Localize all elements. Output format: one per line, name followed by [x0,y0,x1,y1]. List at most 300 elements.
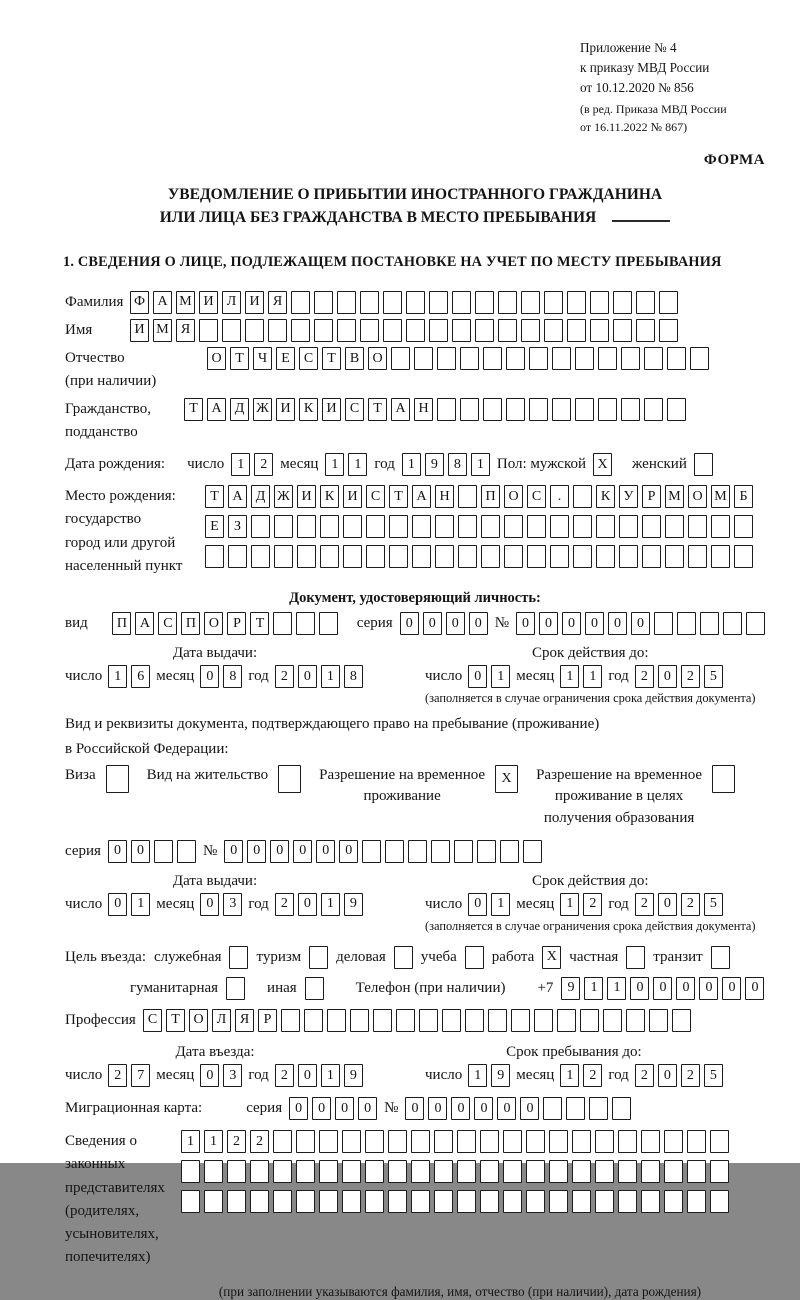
char-box: Б [734,485,753,508]
char-box [526,1160,545,1183]
char-box [360,291,379,314]
char-box: 0 [446,612,465,635]
char-box: П [481,485,500,508]
char-box [199,319,218,342]
char-box: У [619,485,638,508]
char-box [687,1190,706,1213]
char-box [204,1190,223,1213]
permit-expiry-year-label: год [608,895,629,912]
purpose-option-label: учеба [420,948,457,965]
char-box [506,347,525,370]
char-box [406,291,425,314]
char-box: А [207,398,226,421]
char-box [457,1160,476,1183]
char-box [711,515,730,538]
char-box [435,545,454,568]
visa-checkbox [106,765,129,793]
char-box [273,1160,292,1183]
char-box: 1 [491,665,510,688]
citizenship-label [65,398,184,445]
permit-issue-year-label: год [248,895,269,912]
char-box [529,398,548,421]
char-box: И [322,398,341,421]
char-box [642,515,661,538]
char-box [411,1190,430,1213]
temp-permit-checkbox [495,765,518,793]
char-box: Р [258,1009,277,1032]
patronymic-label-line: Отчество [65,350,125,367]
char-box [314,319,333,342]
char-box: 0 [474,1097,493,1120]
char-box [251,515,270,538]
char-box: Н [414,398,433,421]
char-box: К [299,398,318,421]
temp-permit-label-line: проживание [363,788,441,805]
char-box: С [366,485,385,508]
entry-date-heading: Дата въезда: [175,1044,255,1061]
char-box: 1 [181,1130,200,1153]
temp-permit-edu-checkbox [712,765,735,793]
char-box [664,1190,683,1213]
birth-year-cells [402,453,490,476]
char-box [465,946,484,969]
char-box: 1 [131,893,150,916]
char-box [383,291,402,314]
migration-card-label: Миграционная карта: [65,1100,203,1117]
char-box: М [176,291,195,314]
char-box [226,977,245,1000]
char-box: Е [205,515,224,538]
citizenship-cells [184,398,686,421]
permit-issue-day-label: число [65,895,103,912]
char-box [429,319,448,342]
patronymic-label-line: (при наличии) [65,373,157,390]
birth-year-label: год [374,456,395,473]
char-box [664,1130,683,1153]
char-box: 0 [608,612,627,635]
birth-place-row2-cells [205,515,753,538]
char-box: 1 [325,453,344,476]
char-box: 2 [250,1130,269,1153]
char-box [641,1130,660,1153]
char-box: 1 [468,1064,487,1087]
char-box: 2 [681,665,700,688]
char-box: 2 [227,1130,246,1153]
char-box: 0 [270,840,289,863]
profession-cells [143,1009,691,1032]
char-box [309,946,328,969]
char-box: А [412,485,431,508]
char-box [435,515,454,538]
surname-cells [130,291,678,314]
char-box: 0 [316,840,335,863]
char-box: 0 [108,893,127,916]
birth-place-label-line: Место рождения: [65,488,176,505]
char-box [677,612,696,635]
char-box [636,291,655,314]
char-box [572,1190,591,1213]
char-box: 1 [471,453,490,476]
char-box [659,319,678,342]
entry-year-label: год [248,1067,269,1084]
char-box: 0 [405,1097,424,1120]
char-box: 2 [681,893,700,916]
char-box: М [665,485,684,508]
char-box: 0 [451,1097,470,1120]
char-box [458,515,477,538]
char-box [296,612,315,635]
char-box [319,1160,338,1183]
char-box: А [135,612,154,635]
entry-month-cells [200,1064,242,1087]
char-box: 0 [200,1064,219,1087]
char-box [672,1009,691,1032]
char-box [227,1190,246,1213]
char-box [573,485,592,508]
char-box: З [228,515,247,538]
char-box [644,398,663,421]
char-box: Ж [274,485,293,508]
permit-intro-line: в Российской Федерации: [65,740,229,757]
char-box: И [130,319,149,342]
char-box [544,319,563,342]
char-box [408,840,427,863]
char-box [365,1190,384,1213]
char-box: 0 [539,612,558,635]
char-box: 0 [423,612,442,635]
char-box: 0 [298,893,317,916]
char-box [465,1009,484,1032]
char-box: 0 [298,665,317,688]
char-box [327,1009,346,1032]
char-box [642,545,661,568]
representatives-label [65,1130,181,1270]
sex-male-label: Пол: мужской [496,456,587,473]
doc-issue-day-label: число [65,668,103,685]
representatives-label-line: (родителях, [65,1202,140,1219]
char-box: 0 [339,840,358,863]
purpose-private-checkbox [626,946,645,969]
representatives-footer-note: (при заполнении указываются фамилия, имя, отчество (при наличии), дата рождения) [218,1283,702,1299]
char-box [457,1130,476,1153]
char-box [503,1160,522,1183]
char-box [320,545,339,568]
char-box: О [189,1009,208,1032]
char-box [389,515,408,538]
char-box [575,398,594,421]
char-box [572,1160,591,1183]
char-box [690,347,709,370]
char-box: 7 [131,1064,150,1087]
char-box: 0 [247,840,266,863]
char-box: 2 [275,1064,294,1087]
char-box: 5 [704,665,723,688]
migration-number-cells [405,1097,631,1120]
char-box [274,545,293,568]
permit-issue-month-label: месяц [156,895,195,912]
doc-kind-cells [112,612,338,635]
char-box [475,319,494,342]
char-box: 1 [491,893,510,916]
char-box: С [143,1009,162,1032]
birth-place-label [65,485,205,578]
surname-label: Фамилия [65,293,124,310]
char-box: 9 [491,1064,510,1087]
char-box [388,1130,407,1153]
char-box: 2 [635,665,654,688]
char-box [665,515,684,538]
residence-permit-checkbox [278,765,301,793]
migration-series-cells [289,1097,377,1120]
char-box [342,1160,361,1183]
char-box: 1 [560,665,579,688]
char-box [700,612,719,635]
char-box [406,319,425,342]
char-box: 1 [402,453,421,476]
char-box: Т [250,612,269,635]
representatives-label-line: попечителях) [65,1249,151,1266]
char-box [319,1130,338,1153]
char-box [549,1190,568,1213]
char-box: 1 [108,665,127,688]
char-box: Т [389,485,408,508]
char-box: А [228,485,247,508]
char-box: М [153,319,172,342]
char-box: 2 [275,893,294,916]
char-box [664,1160,683,1183]
char-box: Ч [253,347,272,370]
char-box: 0 [468,893,487,916]
char-box [621,398,640,421]
char-box [414,347,433,370]
purpose-option-label: иная [267,979,297,996]
representatives-label-line: законных [65,1156,126,1173]
char-box [636,319,655,342]
doc-issue-heading: Дата выдачи: [172,645,258,662]
char-box [504,545,523,568]
migration-number-label: № [384,1100,399,1117]
purpose-option-label: работа [491,948,535,965]
purpose-option-label: транзит [653,948,703,965]
char-box [431,840,450,863]
char-box [250,1190,269,1213]
char-box [567,319,586,342]
char-box [396,1009,415,1032]
char-box [596,515,615,538]
char-box [296,1190,315,1213]
doc-issue-day-cells [108,665,150,688]
char-box [457,1190,476,1213]
doc-number-cells [516,612,765,635]
char-box: Н [435,485,454,508]
char-box [544,291,563,314]
edition-line: от 16.11.2022 № 867) [580,119,688,134]
entry-year-cells [275,1064,363,1087]
char-box [710,1190,729,1213]
temp-permit-edu-label-line: Разрешение на временное [536,766,703,783]
char-box: 8 [448,453,467,476]
char-box [228,545,247,568]
char-box [483,347,502,370]
temp-permit-label [319,765,485,809]
char-box [595,1190,614,1213]
char-box [688,515,707,538]
identity-doc-heading: Документ, удостоверяющий личность: [289,590,541,607]
char-box: Т [230,347,249,370]
char-box [437,347,456,370]
permit-expiry-month-label: месяц [516,895,555,912]
representatives-row3-cells [181,1190,729,1213]
char-box: 0 [653,977,672,1000]
char-box [500,840,519,863]
title-line-1: УВЕДОМЛЕНИЕ О ПРИБЫТИИ ИНОСТРАННОГО ГРАЖДАНИНА [167,186,663,204]
char-box [291,291,310,314]
char-box [437,398,456,421]
birth-place-row3-cells [205,545,753,568]
char-box: 0 [722,977,741,1000]
char-box [595,1160,614,1183]
char-box [365,1160,384,1183]
stay-month-label: месяц [516,1067,555,1084]
representatives-row1-cells [181,1130,729,1153]
char-box: 0 [200,893,219,916]
char-box [385,840,404,863]
char-box: 8 [344,665,363,688]
char-box [521,291,540,314]
char-box [337,319,356,342]
char-box: Р [227,612,246,635]
char-box [460,347,479,370]
residence-permit-label: Вид на жительство [146,766,269,783]
doc-issue-month-label: месяц [156,668,195,685]
char-box: 0 [131,840,150,863]
char-box [434,1130,453,1153]
char-box [106,765,129,793]
purpose-work-checkbox [542,946,561,969]
char-box [526,1190,545,1213]
char-box [596,545,615,568]
section1-heading: 1. СВЕДЕНИЯ О ЛИЦЕ, ПОДЛЕЖАЩЕМ ПОСТАНОВКЕ НА УЧЕТ ПО МЕСТУ ПРЕБЫВАНИЯ [63,253,722,270]
doc-issue-month-cells [200,665,242,688]
char-box [383,319,402,342]
char-box: 0 [468,665,487,688]
char-box: 0 [400,612,419,635]
char-box [618,1190,637,1213]
char-box [419,1009,438,1032]
char-box [411,1160,430,1183]
char-box [557,1009,576,1032]
purpose-other-checkbox [305,977,324,1000]
char-box [391,347,410,370]
stay-day-cells [468,1064,510,1087]
char-box: И [276,398,295,421]
char-box: 0 [108,840,127,863]
doc-number-label: № [494,615,509,632]
char-box [480,1130,499,1153]
appendix-line: от 10.12.2020 № 856 [580,79,694,95]
char-box: Т [368,398,387,421]
char-box [434,1190,453,1213]
char-box: С [158,612,177,635]
char-box [337,291,356,314]
char-box: X [495,765,518,793]
char-box: Е [276,347,295,370]
purpose-label: Цель въезда: [65,948,146,965]
char-box [613,319,632,342]
char-box [434,1160,453,1183]
char-box [626,1009,645,1032]
purpose-option-label: деловая [336,948,386,965]
char-box [521,319,540,342]
char-box [411,1130,430,1153]
char-box [573,545,592,568]
char-box: Я [268,291,287,314]
doc-issue-year-label: год [248,668,269,685]
char-box: . [550,485,569,508]
char-box [649,1009,668,1032]
char-box [278,765,301,793]
char-box: 0 [520,1097,539,1120]
entry-month-label: месяц [156,1067,195,1084]
permit-issue-heading: Дата выдачи: [172,872,258,889]
birth-place-row1-cells [205,485,753,508]
char-box: 5 [704,1064,723,1087]
char-box [304,1009,323,1032]
title-line-2: ИЛИ ЛИЦА БЕЗ ГРАЖДАНСТВА В МЕСТО ПРЕБЫВАНИЯ [159,209,597,227]
birth-month-label: месяц [280,456,319,473]
stay-day-label: число [425,1067,463,1084]
char-box [572,1130,591,1153]
char-box: О [368,347,387,370]
sex-female-checkbox [694,453,713,476]
char-box: 0 [658,1064,677,1087]
doc-expiry-year-cells [635,665,723,688]
char-box [458,545,477,568]
char-box: 6 [131,665,150,688]
char-box [598,347,617,370]
permit-issue-month-cells [200,893,242,916]
char-box: Ж [253,398,272,421]
char-box [552,398,571,421]
char-box: 1 [584,977,603,1000]
doc-expiry-month-cells [560,665,602,688]
char-box: О [688,485,707,508]
char-box [429,291,448,314]
firstname-cells [130,319,678,342]
char-box [343,515,362,538]
char-box [480,1190,499,1213]
char-box: 0 [200,665,219,688]
char-box: 0 [745,977,764,1000]
char-box [590,319,609,342]
representatives-label-line: усыновителях, [65,1226,159,1243]
char-box: Т [166,1009,185,1032]
char-box: 2 [635,893,654,916]
char-box [204,1160,223,1183]
char-box [483,398,502,421]
doc-issue-year-cells [275,665,363,688]
permit-expiry-month-cells [560,893,602,916]
char-box: 0 [312,1097,331,1120]
char-box [567,291,586,314]
char-box: О [207,347,226,370]
char-box: 2 [681,1064,700,1087]
purpose-option-label: служебная [153,948,222,965]
char-box: Т [322,347,341,370]
char-box [549,1160,568,1183]
char-box: 9 [344,1064,363,1087]
migration-series-label: серия [246,1100,283,1117]
